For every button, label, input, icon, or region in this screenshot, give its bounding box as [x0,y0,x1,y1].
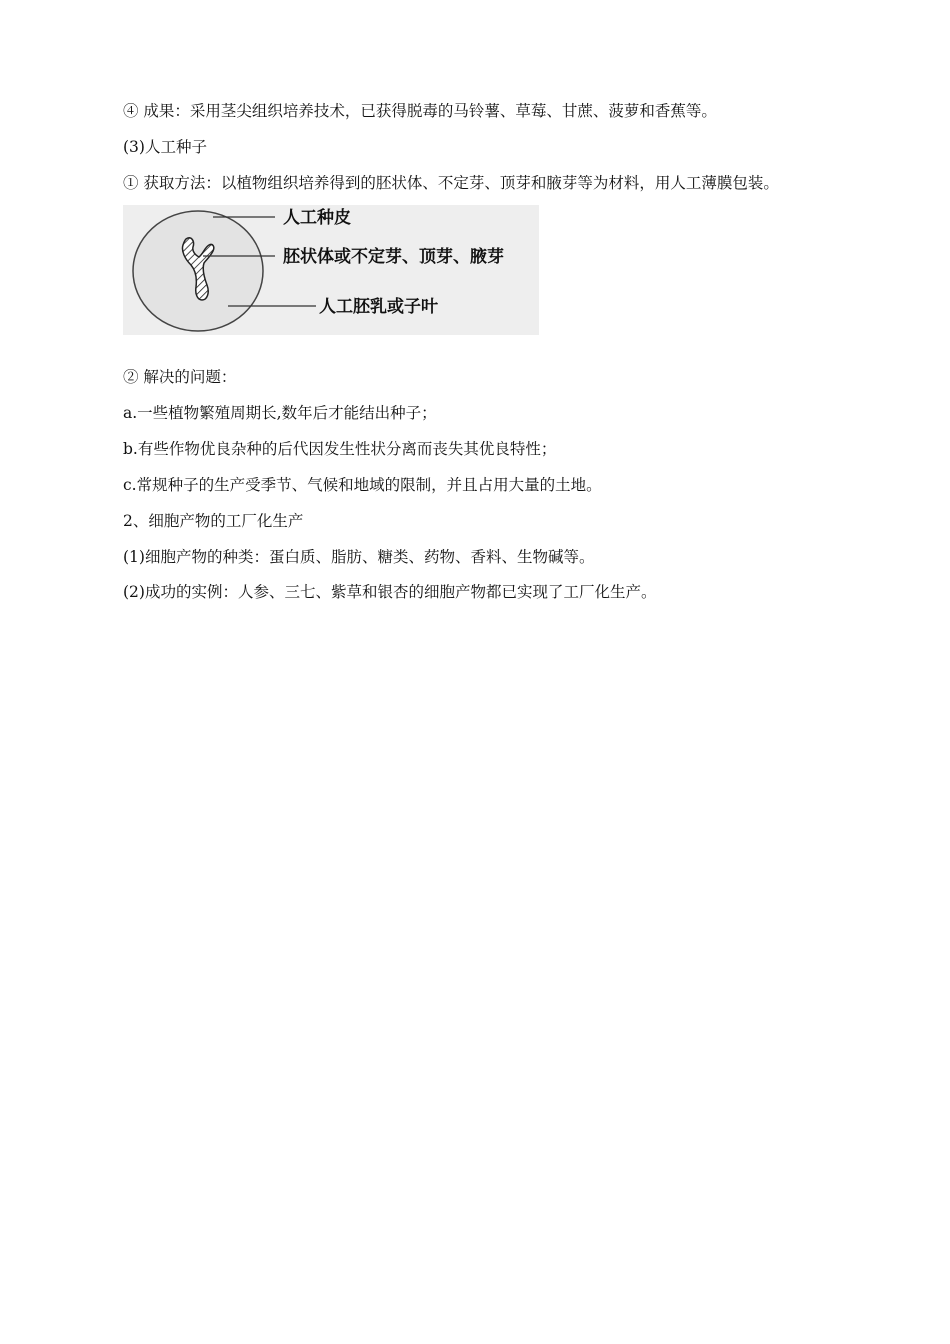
problem-b: b.有些作物优良杂种的后代因发生性状分离而丧失其优良特性； [123,440,557,458]
seed-coat-label: 人工种皮 [283,208,351,228]
artificial-seed-diagram [123,205,539,335]
result-line: ④ 成果：采用茎尖组织培养技术，已获得脱毒的马铃薯、草莓、甘蔗、菠萝和香蕉等。 [123,102,717,120]
endosperm-label: 人工胚乳或子叶 [319,297,438,317]
artificial-seed-heading: (3)人工种子 [123,138,207,156]
problems-heading: ② 解决的问题： [123,368,237,386]
problem-c: c.常规种子的生产受季节、气候和地域的限制，并且占用大量的土地。 [123,476,602,494]
method-line: ① 获取方法：以植物组织培养得到的胚状体、不定芽、顶芽和腋芽等为材料，用人工薄膜包装。 [123,174,779,192]
embryo-label: 胚状体或不定芽、顶芽、腋芽 [283,247,504,267]
product-types-line: (1)细胞产物的种类：蛋白质、脂肪、糖类、药物、香料、生物碱等。 [123,548,595,566]
success-examples-line: (2)成功的实例：人参、三七、紫草和银杏的细胞产物都已实现了工厂化生产。 [123,583,657,601]
section2-heading: 2、细胞产物的工厂化生产 [123,512,304,530]
problem-a: a.一些植物繁殖周期长,数年后才能结出种子； [123,404,437,422]
